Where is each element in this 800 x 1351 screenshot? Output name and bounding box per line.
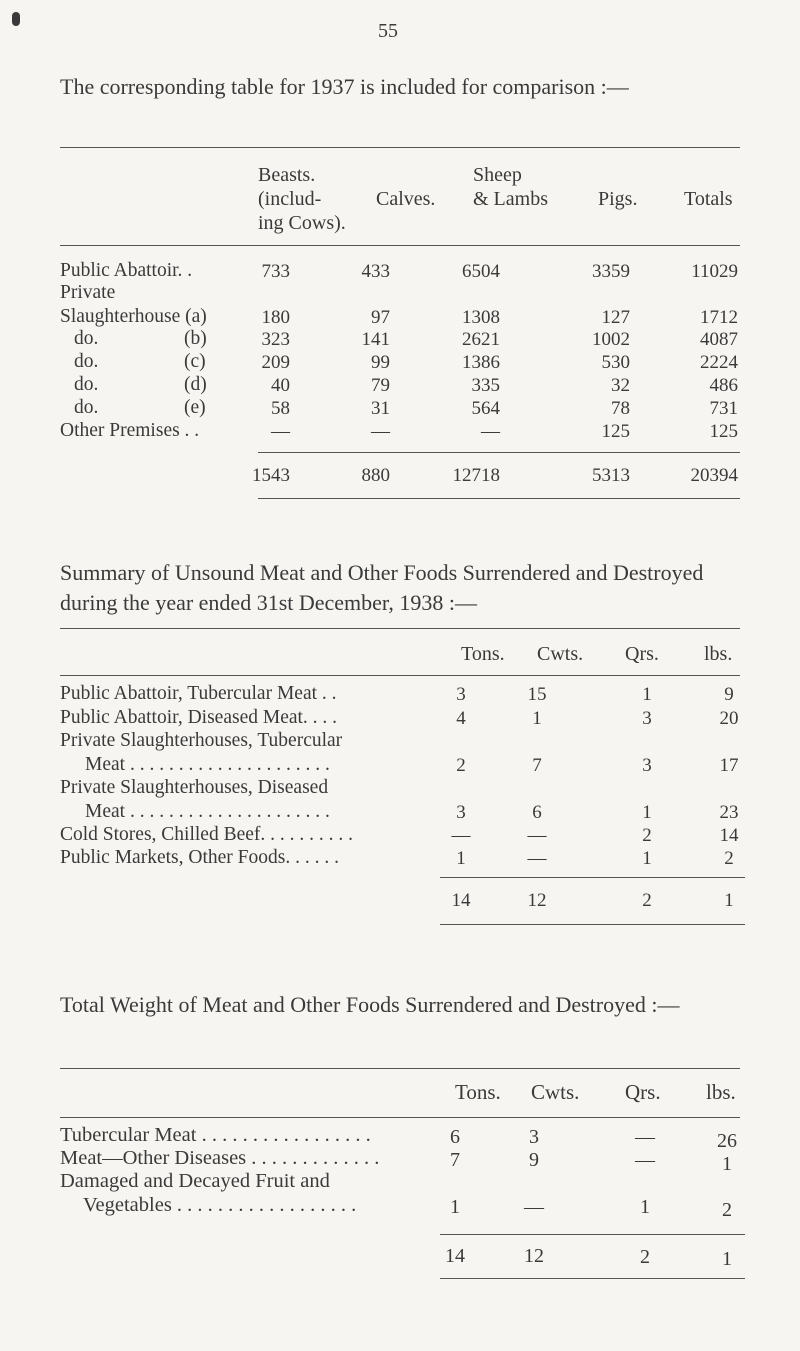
t1-cell: 78 — [611, 398, 630, 419]
t2-cell: 4 — [456, 708, 466, 729]
t2-cell: 1 — [642, 684, 652, 705]
t2-header-lbs: lbs. — [704, 643, 733, 665]
t1-total: 20394 — [690, 465, 738, 486]
table3-header-rule — [60, 1117, 740, 1118]
t1-cell: 1002 — [592, 329, 630, 350]
t3-header-cwts: Cwts. — [531, 1080, 580, 1104]
t1-row-sub: (b) — [184, 328, 207, 349]
t1-cell: 11029 — [691, 261, 738, 282]
t1-cell: 433 — [361, 261, 390, 282]
t2-row-label: Private Slaughterhouses, Tubercular — [60, 730, 343, 751]
t1-cell: 6504 — [462, 261, 500, 282]
t2-header-qrs: Qrs. — [625, 643, 659, 665]
t2-cell: 2 — [456, 755, 466, 776]
t1-cell: — — [481, 421, 500, 442]
t3-cell: 26 — [717, 1130, 737, 1152]
t3-header-qrs: Qrs. — [625, 1080, 661, 1104]
t2-cell: 2 — [724, 848, 734, 869]
t2-cell: 7 — [532, 755, 542, 776]
t2-total: 1 — [724, 890, 734, 911]
t1-total: 880 — [361, 465, 390, 486]
t1-header-calves: Calves. — [376, 188, 436, 210]
t1-cell: 323 — [261, 329, 290, 350]
t3-cell: — — [635, 1149, 655, 1171]
t1-cell: 141 — [361, 329, 390, 350]
t2-row-label: Public Abattoir, Diseased Meat. . . . — [60, 707, 338, 728]
t1-cell: 31 — [371, 398, 390, 419]
ink-mark — [12, 12, 20, 26]
t3-header-tons: Tons. — [455, 1080, 501, 1104]
t1-header-beasts-2: (includ- — [258, 188, 322, 210]
t1-total: 5313 — [592, 465, 630, 486]
t2-cell: 9 — [724, 684, 734, 705]
t1-row-label: do. — [74, 351, 99, 372]
t1-cell: 733 — [261, 261, 290, 282]
t1-cell: 99 — [371, 352, 390, 373]
t1-cell: 2224 — [700, 352, 738, 373]
t1-cell: 125 — [709, 421, 738, 442]
t1-total: 12718 — [452, 465, 500, 486]
t1-cell: 180 — [261, 307, 290, 328]
t1-cell: 335 — [471, 375, 500, 396]
t1-cell: 79 — [371, 375, 390, 396]
t2-cell: 15 — [527, 684, 547, 705]
t3-row-label: Meat—Other Diseases . . . . . . . . . . . . . — [60, 1147, 380, 1169]
t1-header-pigs: Pigs. — [598, 188, 638, 210]
t2-cell: 23 — [719, 802, 739, 823]
t2-total: 2 — [642, 890, 652, 911]
t3-cell: 1 — [640, 1196, 650, 1218]
total-weight-heading: Total Weight of Meat and Other Foods Surrendered and Destroyed :— — [60, 992, 680, 1017]
t3-total: 14 — [445, 1245, 465, 1267]
t1-cell: 564 — [471, 398, 500, 419]
t1-row-label: Slaughterhouse (a) — [60, 306, 207, 327]
t2-row-label: Cold Stores, Chilled Beef. . . . . . . . . . — [60, 824, 354, 845]
t3-header-lbs: lbs. — [706, 1080, 736, 1104]
t2-cell: 1 — [456, 848, 466, 869]
t3-cell: 1 — [722, 1153, 732, 1175]
t2-row-label-cont: Meat . . . . . . . . . . . . . . . . . . . . . — [85, 754, 330, 775]
table2-header-rule — [60, 675, 740, 676]
t1-cell: 127 — [601, 307, 630, 328]
t2-header-cwts: Cwts. — [537, 643, 584, 665]
t1-cell: 530 — [601, 352, 630, 373]
t1-cell: 1308 — [462, 307, 500, 328]
t1-cell: 40 — [271, 375, 290, 396]
t2-cell: 17 — [719, 755, 739, 776]
t2-cell: 3 — [456, 802, 466, 823]
t3-row-label: Damaged and Decayed Fruit and — [60, 1170, 330, 1192]
table2-bottom-rule — [440, 924, 745, 925]
t2-row-label: Public Abattoir, Tubercular Meat . . — [60, 683, 337, 704]
t3-cell: — — [635, 1126, 655, 1148]
t2-cell: 20 — [719, 708, 739, 729]
t2-cell: — — [527, 825, 547, 846]
t1-cell: 1712 — [700, 307, 738, 328]
table1-bottom-rule — [258, 498, 740, 499]
t1-cell: 32 — [611, 375, 630, 396]
t1-row-sub: (c) — [184, 351, 206, 372]
intro-text: The corresponding table for 1937 is included for comparison :— — [60, 74, 629, 99]
t2-cell: 14 — [719, 825, 739, 846]
t2-row-label: Private Slaughterhouses, Diseased — [60, 777, 329, 798]
table3-totals-rule — [440, 1234, 745, 1235]
t1-header-beasts-3: ing Cows). — [258, 212, 346, 234]
t1-cell: 2621 — [462, 329, 500, 350]
t3-cell: 6 — [450, 1126, 460, 1148]
t1-cell: 58 — [271, 398, 290, 419]
t1-cell: 97 — [371, 307, 390, 328]
t1-row-label: Other Premises . . — [60, 420, 200, 441]
summary-heading: Summary of Unsound Meat and Other Foods Surrendered and Destroyed during the year ended 31st December, 1938 :— — [60, 560, 704, 615]
t2-cell: — — [527, 848, 547, 869]
t1-cell: — — [371, 421, 390, 442]
t3-cell: 1 — [450, 1196, 460, 1218]
t1-header-sheep-2: & Lambs — [473, 188, 548, 210]
t1-header-beasts-1: Beasts. — [258, 164, 316, 186]
t2-cell: 3 — [642, 708, 652, 729]
table3-top-rule — [60, 1068, 740, 1069]
t3-cell: — — [524, 1196, 544, 1218]
t2-cell: 1 — [642, 802, 652, 823]
table1-top-rule — [60, 147, 740, 148]
t3-total: 2 — [640, 1246, 650, 1268]
t1-row-label: do. — [74, 328, 99, 349]
t2-cell: 3 — [642, 755, 652, 776]
table1-header-rule — [60, 245, 740, 246]
table1-totals-rule — [258, 452, 740, 453]
t2-total: 14 — [451, 890, 471, 911]
t1-total: 1543 — [252, 465, 290, 486]
t3-row-label: Tubercular Meat . . . . . . . . . . . . . . . . . — [60, 1124, 371, 1146]
t1-header-sheep-1: Sheep — [473, 164, 522, 186]
t2-row-label: Public Markets, Other Foods. . . . . . — [60, 847, 339, 868]
table2-totals-rule — [440, 877, 745, 878]
t1-header-totals: Totals — [684, 188, 733, 210]
t1-row-label: Public Abattoir. . — [60, 260, 193, 281]
page-number: 55 — [378, 20, 398, 42]
t3-row-label-cont: Vegetables . . . . . . . . . . . . . . . . . . — [83, 1194, 357, 1216]
t1-cell: 125 — [601, 421, 630, 442]
table3-bottom-rule — [440, 1278, 745, 1279]
t2-total: 12 — [527, 890, 547, 911]
t1-cell: 3359 — [592, 261, 630, 282]
t1-row-label: do. — [74, 374, 99, 395]
t2-cell: — — [451, 825, 471, 846]
t1-cell: 486 — [709, 375, 738, 396]
t3-cell: 7 — [450, 1149, 460, 1171]
t1-cell: 209 — [261, 352, 290, 373]
t1-cell: 4087 — [700, 329, 738, 350]
t2-cell: 3 — [456, 684, 466, 705]
t3-total: 12 — [524, 1245, 544, 1267]
t2-row-label-cont: Meat . . . . . . . . . . . . . . . . . . . . . — [85, 801, 330, 822]
t2-cell: 2 — [642, 825, 652, 846]
t1-row-label: do. — [74, 397, 99, 418]
t2-header-tons: Tons. — [461, 643, 505, 665]
t3-cell: 2 — [722, 1199, 732, 1221]
t1-row-sub: (d) — [184, 374, 207, 395]
t3-total: 1 — [722, 1248, 732, 1270]
table2-top-rule — [60, 628, 740, 629]
t2-cell: 1 — [642, 848, 652, 869]
t3-cell: 3 — [529, 1126, 539, 1148]
t3-cell: 9 — [529, 1149, 539, 1171]
t1-cell: 731 — [709, 398, 738, 419]
t1-cell: 1386 — [462, 352, 500, 373]
t2-cell: 6 — [532, 802, 542, 823]
t2-cell: 1 — [532, 708, 542, 729]
t1-row-prelabel: Private — [60, 282, 116, 303]
t1-row-sub: (e) — [184, 397, 206, 418]
t1-cell: — — [271, 421, 290, 442]
